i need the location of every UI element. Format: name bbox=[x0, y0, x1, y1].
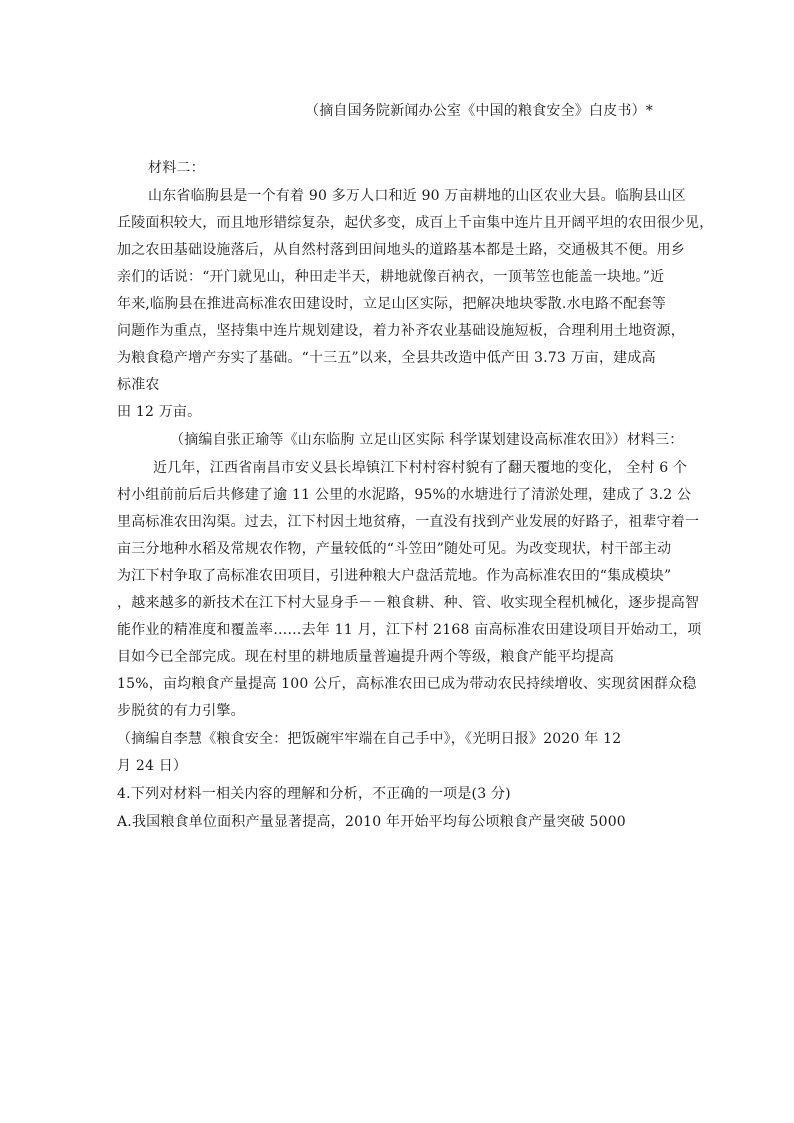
question-stem: 4.下列对材料一相关内容的理解和分析，不正确的一项是(3 分) bbox=[117, 786, 511, 802]
paragraph-line: 能作业的精准度和覆盖率……去年 11 月，江下村 2168 亩高标准农田建设项目开始动工，项 bbox=[117, 622, 702, 638]
paragraph-line: 标准农 bbox=[117, 377, 160, 393]
paragraph-line: 里高标准农田沟渠。过去，江下村因土地贫瘠，一直没有找到产业发展的好路子，祖辈守着一 bbox=[117, 514, 700, 530]
paragraph-line: 村小组前前后后共修建了逾 11 公里的水泥路，95%的水塘进行了清淤处理，建成了 3.2 公 bbox=[117, 487, 692, 503]
option-a: A.我国粮食单位面积产量显著提高，2010 年开始平均每公顷粮食产量突破 5000 bbox=[117, 814, 626, 830]
paragraph-line: 目如今已全部完成。现在村里的耕地质量普遍提升两个等级，粮食产能平均提高 bbox=[117, 649, 614, 665]
source-citation-1: （摘自国务院新闻办公室《中国的粮食安全》白皮书）* bbox=[305, 103, 653, 119]
paragraph-line: 问题作为重点，坚持集中连片规划建设，着力补齐农业基础设施短板，合理利用土地资源， bbox=[117, 323, 685, 339]
paragraph-line: ，越来越多的新技术在江下村大显身手－－粮食耕、种、管、收实现全程机械化，逐步提高智 bbox=[117, 595, 700, 611]
paragraph-line: 亲们的话说：“开门就见山，种田走半天，耕地就像百衲衣，一顶苇笠也能盖一块地。”近 bbox=[117, 269, 665, 285]
paragraph-line: 月 24 日） bbox=[117, 758, 188, 774]
paragraph-line: 为江下村争取了高标准农田项目，引进种粮大户盘活荒地。作为高标准农田的“集成模块” bbox=[117, 568, 672, 584]
paragraph-line: 田 12 万亩。 bbox=[117, 404, 202, 420]
source-citation-3: （摘编自李慧《粮食安全：把饭碗牢牢端在自己手中》，《光明日报》2020 年 12 bbox=[117, 731, 622, 747]
paragraph-line: 为粮食稳产增产夯实了基础。“十三五”以来，全县共改造中低产田 3.73 万亩，建成高 bbox=[117, 350, 656, 366]
paragraph-line: 山东省临朐县是一个有着 90 多万人口和近 90 万亩耕地的山区农业大县。临朐县山区 bbox=[148, 188, 686, 204]
paragraph-line: 15%，亩均粮食产量提高 100 公斤，高标准农田已成为带动农民持续增收、实现贫困群众稳 bbox=[117, 676, 697, 692]
paragraph-line: 丘陵面积较大，而且地形错综复杂，起伏多变，成百上千亩集中连片且开阔平坦的农田很少见， bbox=[117, 215, 714, 231]
paragraph-line: 步脱贫的有力引擎。 bbox=[117, 703, 245, 719]
paragraph-line: 年来,临朐县在推进高标准农田建设时，立足山区实际，把解决地块零散.水电路不配套等 bbox=[117, 296, 666, 312]
paragraph-line: 近几年，江西省南昌市安义县长埠镇江下村村容村貌有了翻天覆地的变化， 全村 6 个 bbox=[153, 460, 688, 476]
paragraph-line: 亩三分地种水稻及常规农作物，产量较低的“斗笠田”随处可见。为改变现状，村干部主动 bbox=[117, 541, 672, 557]
paragraph-line: 加之农田基础设施落后，从自然村落到田间地头的道路基本都是土路，交通极其不便。用乡 bbox=[117, 242, 685, 258]
material-two-heading: 材料二： bbox=[148, 160, 205, 176]
source-citation-2: （摘编自张正瑜等《山东临朐 立足山区实际 科学谋划建设高标准农田》）材料三： bbox=[170, 432, 684, 448]
